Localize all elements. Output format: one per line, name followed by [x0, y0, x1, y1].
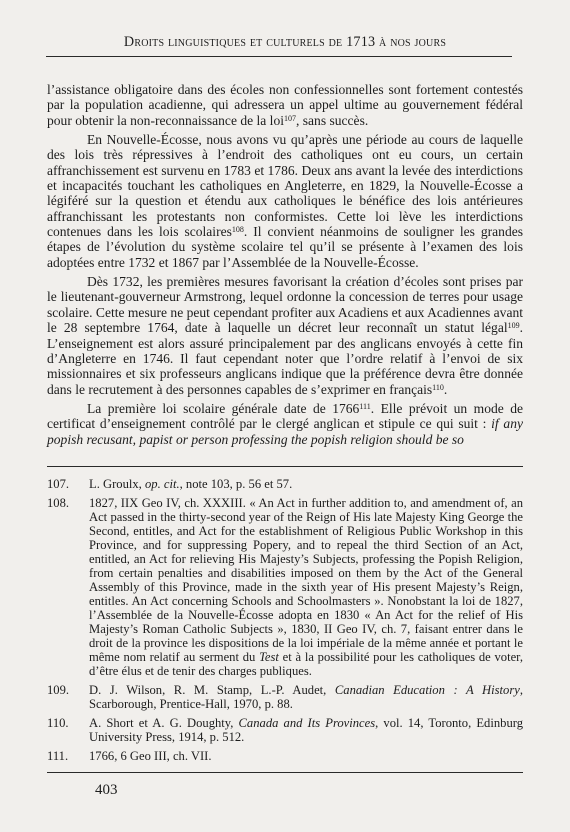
- footnote-separator: [47, 466, 523, 467]
- footnote-ref-108[interactable]: 108: [231, 225, 244, 235]
- running-header: Droits linguistiques et culturels de 1713 à nos jours: [123, 34, 447, 50]
- paragraph-3: Dès 1732, les premières mesures favorisant la création d’écoles sont prises par le lieutenant-gouverneur Armstrong, lequel ordonne la concession de terres pour usage scolaire. Cette mesure ne peut cependant profiter aux Acadiens et aux Acadiennes avant le 28 septembre 1764, date à laquelle un décret leur reconnaît un statut légal$^{109}$. L’enseignement est alors assuré principalement par des anglicans envoyés à cette fin d’Angleterre en 1746. Il faut cependant noter que l’ordre relatif à l’envoi de six missionnaires et six professeurs anglicans indique que la préférence devra être donnée dans le recrutement à des personnes capables de s’exprimer en français$^{110}$.: [47, 274, 523, 397]
- footnote-109: 109. D. J. Wilson, R. M. Stamp, L.-P. Audet, Canadian Education : A History, Scarborough, Prentice-Hall, 1970, p. 88.: [47, 683, 523, 711]
- footnote-ref-109[interactable]: 109: [507, 321, 520, 331]
- header-rule: [46, 56, 512, 57]
- main-text: [47, 82, 523, 447]
- footnote-110: 110. A. Short et A. G. Doughty, Canada and Its Provinces, vol. 14, Toronto, Edinburg University Press, 1914, p. 512.: [47, 716, 523, 744]
- footnote-111: 111. 1766, 6 Geo III, ch. VII.: [47, 749, 212, 763]
- paragraph-2: En Nouvelle-Écosse, nous avons vu qu’après une période au cours de laquelle des lois très répressives à l’endroit des catholiques ont eu cours, un certain affranchissement est survenu en 1783 et 1786. Deux ans avant la levée des interdictions et incapacités touchant les catholiques en Angleterre, en 1829, la Nouvelle-Écosse a légiféré sur la question et étendu aux catholiques le bénéfice des lois antérieures affranchissant les protestants non conformistes. Cette loi lève les interdictions contenues dans les lois scolaires$^{108}$. Il convient néanmoins de souligner les grandes étapes de l’évolution du système scolaire tel qu’il se présente à l’examen des lois adoptées entre 1732 et 1867 par l’Assemblée de la Nouvelle-Écosse.: [47, 132, 524, 270]
- footnote-108: 108. 1827, IIX Geo IV, ch. XXXIII. « An Act in further addition to, and amendment of, an Act passed in the thirty-second year of the Reign of His late Majesty King George the Second, entitles, and Act for the establishment of Religious Public Workshop in this Province, and for suppressing Popery, and to repeal the third Section of an Act, entitled, an Act for relieving His Majesty’s Subjects, professing the Popish Religion, from certain penalties and disabilities imposed on them by the Act of the General Assembly of this Province, made in the sixth year of His present Majesty’s Reign, entitles. An Act concerning Schools and Schoolmasters ». Nonobstant la loi de 1827, l’Assemblée de la Nouvelle-Écosse adopta en 1830 « An Act for the relief of His Majesty’s Roman Catholic Subjects », 1830, II Geo IV, ch. 7, faisant entrer dans le droit de la province les dispositions de la loi impériale de la même année et portant le même nom relatif au serment du Test et à la possibilité pour les catholiques de voter, d’être élus et de tenir des charges publiques.: [47, 496, 524, 678]
- footnotes: [47, 477, 523, 768]
- quoted-statute: if any popish recusant, papist or person professing the popish religion should be so: [47, 416, 523, 447]
- page-number: 403: [95, 782, 118, 798]
- footer-rule: [47, 772, 523, 773]
- footnote-ref-107[interactable]: 107: [284, 113, 296, 123]
- paragraph-1: l’assistance obligatoire dans des écoles non confessionnelles sont fortement contestés par la population acadienne, qui adressera un appel ultime au gouvernement fédéral pour obtenir la non-reconnaissance de la loi$^{107}$, sans succès.: [47, 82, 523, 128]
- paragraph-4: La première loi scolaire générale date de 1766$^{111}$. Elle prévoit un mode de certificat d’enseignement contrôlé par le clergé anglican et stipule ce qui suit : if any popish recusant, papist or person professing the popish religion should be so: [47, 400, 523, 447]
- footnote-ref-110[interactable]: 110: [432, 382, 444, 392]
- footnote-107: 107. L. Groulx, op. cit., note 103, p. 56 et 57.: [47, 477, 293, 491]
- footnote-ref-111[interactable]: 111: [359, 401, 371, 411]
